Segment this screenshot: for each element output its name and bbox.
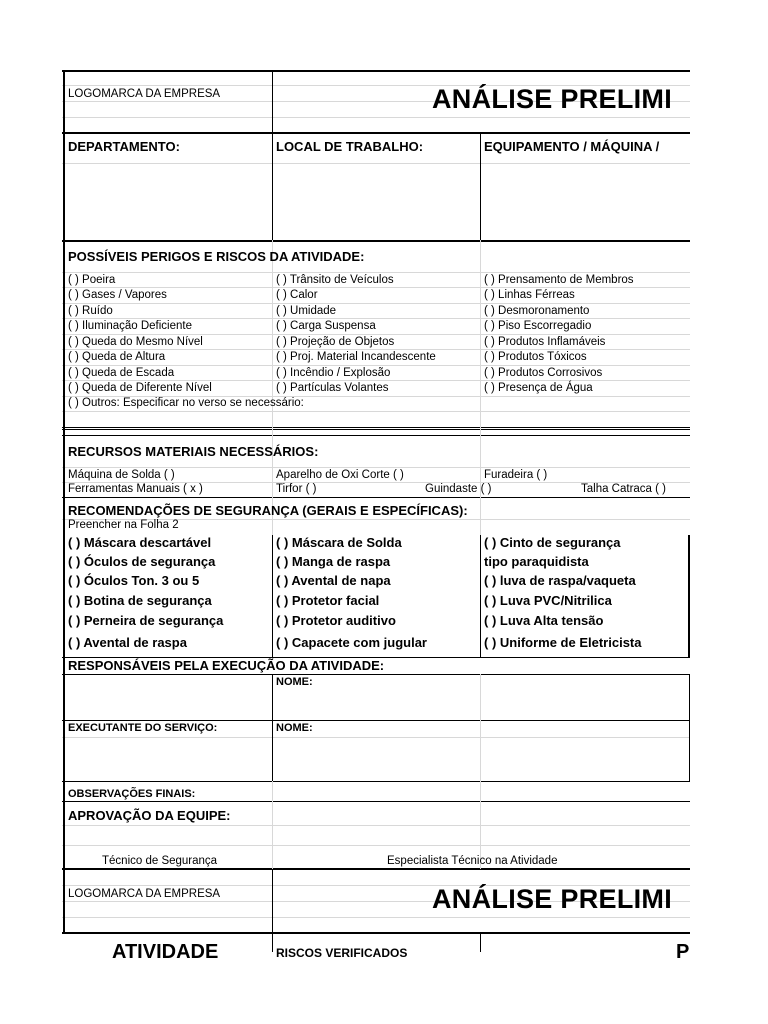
risco-item-1-2[interactable]: ( ) Gases / Vapores: [68, 289, 167, 301]
equipamento-label: EQUIPAMENTO / MÁQUINA /: [484, 139, 660, 154]
risco-item-1-4[interactable]: ( ) Iluminação Deficiente: [68, 320, 192, 332]
logo-placeholder: LOGOMARCA DA EMPRESA: [68, 88, 221, 100]
risco-item-2-4[interactable]: ( ) Carga Suspensa: [276, 320, 376, 332]
local-trabalho-label: LOCAL DE TRABALHO:: [276, 139, 424, 154]
epi-item-3-6[interactable]: ( ) Uniforme de Eletricista: [484, 635, 642, 650]
epi-item-3-5[interactable]: ( ) Luva Alta tensão: [484, 613, 604, 628]
responsaveis-section-title: RESPONSÁVEIS PELA EXECUÇÃO DA ATIVIDADE:: [68, 658, 385, 673]
risco-item-1-7[interactable]: ( ) Queda de Escada: [68, 367, 175, 379]
epi-item-1-2[interactable]: ( ) Óculos de segurança: [68, 554, 216, 569]
risco-item-2-8[interactable]: ( ) Partículas Volantes: [276, 382, 389, 394]
risco-item-3-7[interactable]: ( ) Produtos Corrosivos: [484, 367, 603, 379]
risco-item-1-1[interactable]: ( ) Poeira: [68, 274, 116, 286]
tecnico-seguranca-signature: Técnico de Segurança: [102, 855, 218, 867]
risco-item-2-6[interactable]: ( ) Proj. Material Incandescente: [276, 351, 436, 363]
form-title-2: ANÁLISE PRELIMI: [432, 884, 673, 914]
risco-item-1-3[interactable]: ( ) Ruído: [68, 305, 113, 317]
recomendacoes-note: Preencher na Folha 2: [68, 519, 179, 531]
risco-item-3-8[interactable]: ( ) Presença de Água: [484, 382, 593, 394]
epi-item-2-6[interactable]: ( ) Capacete com jugular: [276, 635, 427, 650]
epi-item-3-4[interactable]: ( ) Luva PVC/Nitrilica: [484, 593, 612, 608]
risco-item-3-1[interactable]: ( ) Prensamento de Membros: [484, 274, 634, 286]
epi-item-1-6[interactable]: ( ) Avental de raspa: [68, 635, 187, 650]
recurso-furadeira[interactable]: Furadeira ( ): [484, 469, 548, 481]
departamento-field[interactable]: [66, 164, 270, 238]
risco-item-2-2[interactable]: ( ) Calor: [276, 289, 318, 301]
risco-item-3-6[interactable]: ( ) Produtos Tóxicos: [484, 351, 587, 363]
logo-placeholder-2: LOGOMARCA DA EMPRESA: [68, 888, 221, 900]
risco-item-3-2[interactable]: ( ) Linhas Férreas: [484, 289, 575, 301]
riscos-verificados-column-header: RISCOS VERIFICADOS: [276, 946, 408, 960]
recurso-maquina-solda[interactable]: Máquina de Solda ( ): [68, 469, 175, 481]
epi-item-1-3[interactable]: ( ) Óculos Ton. 3 ou 5: [68, 573, 200, 588]
observacoes-label: OBSERVAÇÕES FINAIS:: [68, 788, 196, 800]
recurso-ferramentas-manuais[interactable]: Ferramentas Manuais ( x ): [68, 483, 203, 495]
especialista-signature: Especialista Técnico na Atividade: [387, 855, 558, 867]
epi-item-3-3[interactable]: ( ) luva de raspa/vaqueta: [484, 573, 636, 588]
epi-item-1-1[interactable]: ( ) Máscara descartável: [68, 535, 212, 550]
risco-outros[interactable]: ( ) Outros: Especificar no verso se necessário:: [68, 397, 304, 409]
local-trabalho-field[interactable]: [274, 164, 478, 238]
risco-item-2-5[interactable]: ( ) Projeção de Objetos: [276, 336, 395, 348]
aprovacao-section-title: APROVAÇÃO DA EQUIPE:: [68, 808, 231, 823]
responsavel-nome-field[interactable]: [274, 689, 686, 719]
recurso-guindaste[interactable]: Guindaste ( ): [425, 483, 492, 495]
risco-item-2-3[interactable]: ( ) Umidade: [276, 305, 337, 317]
recursos-section-title: RECURSOS MATERIAIS NECESSÁRIOS:: [68, 444, 319, 459]
epi-item-2-1[interactable]: ( ) Máscara de Solda: [276, 535, 402, 550]
atividade-column-header: ATIVIDADE: [112, 941, 219, 963]
risco-item-3-4[interactable]: ( ) Piso Escorregadio: [484, 320, 592, 332]
epi-item-1-4[interactable]: ( ) Botina de segurança: [68, 593, 212, 608]
nome-label-1: NOME:: [276, 676, 313, 688]
recurso-tirfor[interactable]: Tirfor ( ): [276, 483, 317, 495]
risco-item-1-8[interactable]: ( ) Queda de Diferente Nível: [68, 382, 212, 394]
equipamento-field[interactable]: [482, 164, 688, 238]
epi-item-3-2[interactable]: tipo paraquidista: [484, 554, 589, 569]
risco-item-1-6[interactable]: ( ) Queda de Altura: [68, 351, 166, 363]
risco-item-3-3[interactable]: ( ) Desmoronamento: [484, 305, 590, 317]
executante-label: EXECUTANTE DO SERVIÇO:: [68, 722, 218, 734]
risco-item-1-5[interactable]: ( ) Queda do Mesmo Nível: [68, 336, 203, 348]
recurso-oxi-corte[interactable]: Aparelho de Oxi Corte ( ): [276, 469, 404, 481]
executante-nome-field[interactable]: [274, 737, 686, 779]
departamento-label: DEPARTAMENTO:: [68, 139, 180, 154]
nome-label-2: NOME:: [276, 722, 313, 734]
riscos-section-title: POSSÍVEIS PERIGOS E RISCOS DA ATIVIDADE:: [68, 249, 365, 264]
epi-item-1-5[interactable]: ( ) Perneira de segurança: [68, 613, 224, 628]
risco-item-3-5[interactable]: ( ) Produtos Inflamáveis: [484, 336, 606, 348]
epi-item-2-5[interactable]: ( ) Protetor auditivo: [276, 613, 396, 628]
recurso-talha-catraca[interactable]: Talha Catraca ( ): [581, 483, 667, 495]
form-title: ANÁLISE PRELIMI: [432, 84, 673, 114]
epi-item-2-2[interactable]: ( ) Manga de raspa: [276, 554, 391, 569]
p-column-header: P: [676, 941, 690, 963]
epi-item-3-1[interactable]: ( ) Cinto de segurança: [484, 535, 621, 550]
risco-item-2-7[interactable]: ( ) Incêndio / Explosão: [276, 367, 391, 379]
apr-form-sheet: [62, 69, 690, 963]
risco-item-2-1[interactable]: ( ) Trânsito de Veículos: [276, 274, 394, 286]
epi-item-2-4[interactable]: ( ) Protetor facial: [276, 593, 380, 608]
recomendacoes-section-title: RECOMENDAÇÕES DE SEGURANÇA (GERAIS E ESPECÍFICAS):: [68, 503, 468, 518]
epi-item-2-3[interactable]: ( ) Avental de napa: [276, 573, 391, 588]
